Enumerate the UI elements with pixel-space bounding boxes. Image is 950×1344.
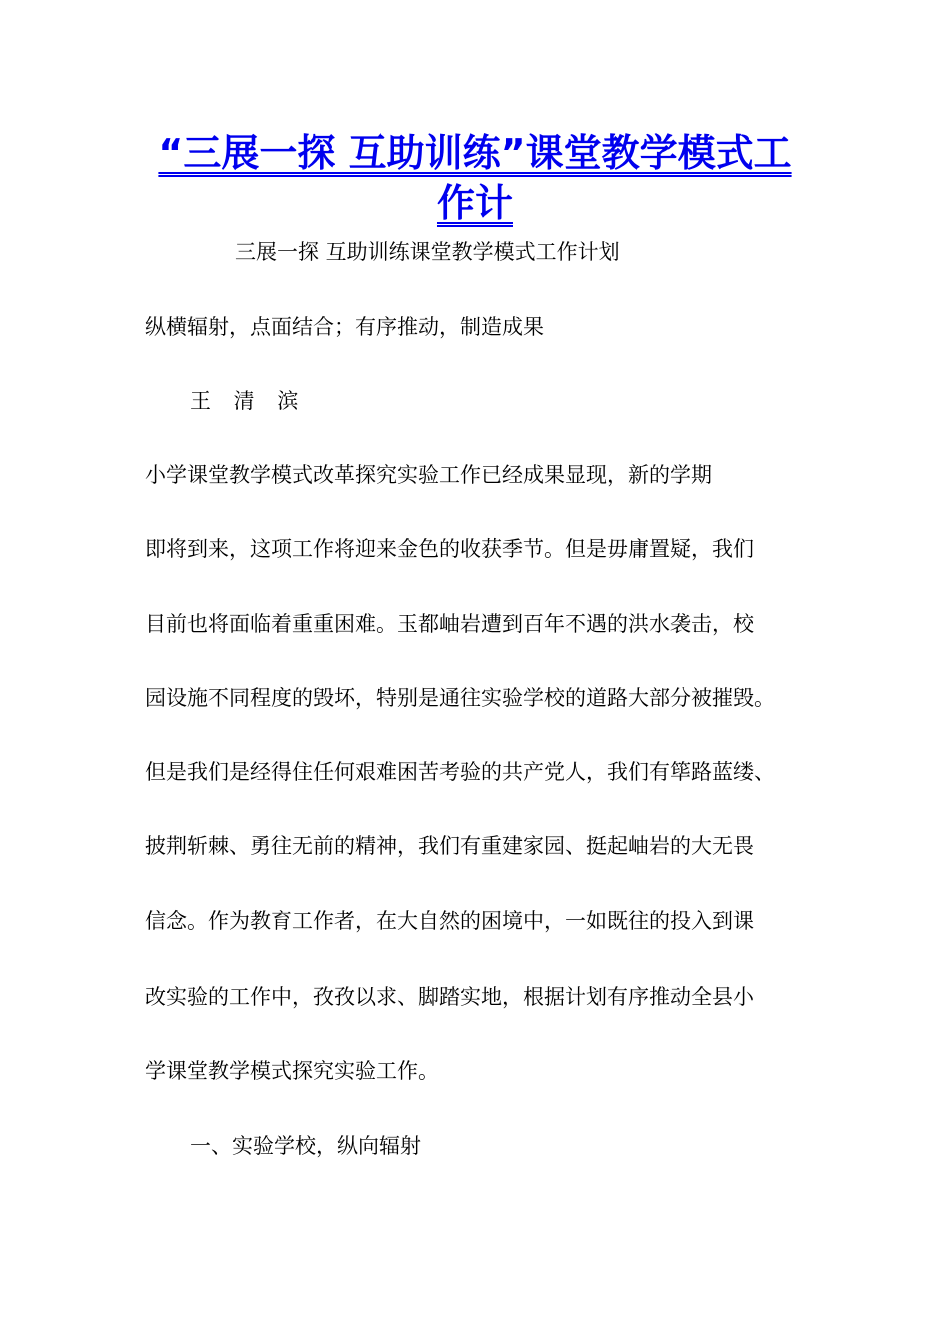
document-title <box>150 128 800 228</box>
paragraph-line: 披荆斩棘、勇往无前的精神，我们有重建家园、挺起岫岩的大无畏 <box>145 834 754 858</box>
document-subtitle: 三展一探 互助训练课堂教学模式工作计划 <box>235 240 620 264</box>
paragraph-line: 目前也将面临着重重困难。玉都岫岩遭到百年不遇的洪水袭击，校 <box>145 612 754 636</box>
document-title-link[interactable]: “三展一探 互助训练”课堂教学模式工作计 <box>158 131 792 225</box>
section-heading: 一、实验学校，纵向辐射 <box>190 1134 421 1158</box>
paragraph-line: 即将到来，这项工作将迎来金色的收获季节。但是毋庸置疑，我们 <box>145 537 754 561</box>
document-slogan: 纵横辐射，点面结合；有序推动，制造成果 <box>145 315 544 339</box>
paragraph-line: 园设施不同程度的毁坏，特别是通往实验学校的道路大部分被摧毁。 <box>145 686 775 710</box>
paragraph-line: 信念。作为教育工作者，在大自然的困境中，一如既往的投入到课 <box>145 909 754 933</box>
paragraph-line: 改实验的工作中，孜孜以求、脚踏实地，根据计划有序推动全县小 <box>145 985 754 1009</box>
paragraph-line: 但是我们是经得住任何艰难困苦考验的共产党人，我们有筚路蓝缕、 <box>145 760 775 784</box>
paragraph-line: 小学课堂教学模式改革探究实验工作已经成果显现，新的学期 <box>145 463 712 487</box>
document-author: 王 清 滨 <box>190 389 307 413</box>
paragraph-line: 学课堂教学模式探究实验工作。 <box>145 1059 439 1083</box>
